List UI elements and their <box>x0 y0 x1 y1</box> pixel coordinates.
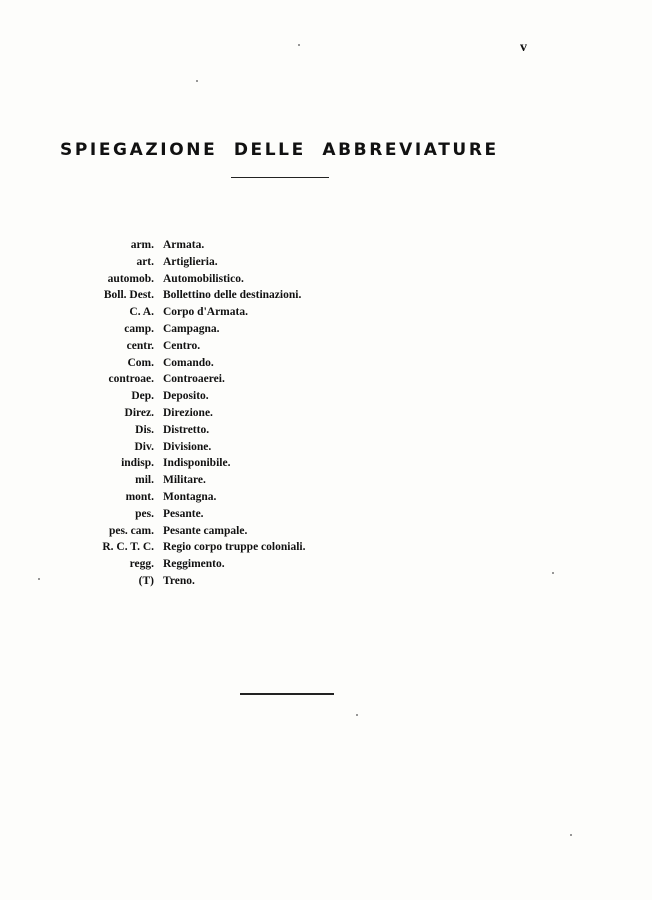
abbreviation-entry <box>0 321 652 338</box>
abbreviation-meaning: Deposito. <box>163 390 209 403</box>
page-title: SPIEGAZIONE DELLE ABBREVIATURE <box>60 140 499 160</box>
abbreviation-term: Dep. <box>131 390 154 403</box>
abbreviation-term: Com. <box>127 356 154 369</box>
abbreviation-entry <box>0 338 652 355</box>
abbreviation-term: R. C. T. C. <box>102 541 154 554</box>
abbreviation-term: camp. <box>124 322 154 335</box>
abbreviation-entry <box>0 573 652 590</box>
abbreviation-meaning: Corpo d'Armata. <box>163 306 248 319</box>
abbreviation-meaning: Automobilistico. <box>163 272 244 285</box>
abbreviation-entry <box>0 472 652 489</box>
abbreviation-entry <box>0 271 652 288</box>
abbreviation-term: controae. <box>108 373 154 386</box>
abbreviation-entry <box>0 237 652 254</box>
abbreviation-entry <box>0 523 652 540</box>
abbreviation-meaning: Pesante campale. <box>163 524 248 537</box>
scan-speck <box>356 714 358 716</box>
abbreviation-entry <box>0 422 652 439</box>
scan-speck <box>570 834 572 836</box>
abbreviation-term: (T) <box>138 574 154 587</box>
abbreviation-meaning: Divisione. <box>163 440 212 453</box>
abbreviation-entry <box>0 405 652 422</box>
scan-speck <box>196 80 198 82</box>
abbreviation-entry <box>0 287 652 304</box>
page-number: v <box>520 40 527 55</box>
abbreviation-term: regg. <box>129 558 154 571</box>
abbreviation-entry <box>0 388 652 405</box>
abbreviation-meaning: Treno. <box>163 574 195 587</box>
abbreviation-entry <box>0 304 652 321</box>
abbreviation-entry <box>0 455 652 472</box>
abbreviation-meaning: Bollettino delle destinazioni. <box>163 289 302 302</box>
abbreviation-meaning: Pesante. <box>163 507 204 520</box>
abbreviation-meaning: Comando. <box>163 356 214 369</box>
abbreviation-meaning: Indisponibile. <box>163 457 231 470</box>
abbreviation-term: pes. <box>135 507 154 520</box>
abbreviation-meaning: Distretto. <box>163 423 210 436</box>
abbreviation-term: Direz. <box>124 406 154 419</box>
abbreviation-meaning: Centro. <box>163 339 201 352</box>
abbreviation-term: Boll. Dest. <box>103 289 154 302</box>
abbreviation-entry <box>0 371 652 388</box>
abbreviation-meaning: Montagna. <box>163 490 217 503</box>
abbreviation-entry <box>0 539 652 556</box>
abbreviation-term: mil. <box>135 474 154 487</box>
abbreviation-meaning: Artiglieria. <box>163 255 218 268</box>
abbreviation-entry <box>0 489 652 506</box>
abbreviation-term: centr. <box>126 339 154 352</box>
abbreviation-term: pes. cam. <box>108 524 154 537</box>
abbreviation-entry <box>0 506 652 523</box>
scan-speck <box>552 572 554 574</box>
abbreviation-term: indisp. <box>121 457 154 470</box>
abbreviation-term: C. A. <box>129 306 154 319</box>
abbreviation-meaning: Controaerei. <box>163 373 225 386</box>
abbreviation-term: art. <box>136 255 154 268</box>
abbreviation-meaning: Campagna. <box>163 322 220 335</box>
abbreviation-term: automob. <box>107 272 154 285</box>
abbreviation-term: Dis. <box>135 423 154 436</box>
scan-speck <box>298 44 300 46</box>
abbreviation-entry <box>0 254 652 271</box>
abbreviation-entry <box>0 556 652 573</box>
abbreviation-meaning: Armata. <box>163 239 205 251</box>
abbreviation-meaning: Militare. <box>163 474 206 487</box>
abbreviation-entry <box>0 439 652 456</box>
abbreviation-meaning: Reggimento. <box>163 558 225 571</box>
abbreviation-term: mont. <box>125 490 154 503</box>
abbreviation-meaning: Regio corpo truppe coloniali. <box>163 541 306 554</box>
abbreviation-entry <box>0 355 652 372</box>
scan-speck <box>38 578 40 580</box>
closing-rule <box>240 693 334 695</box>
abbreviation-term: Div. <box>134 440 154 453</box>
title-rule <box>231 177 329 178</box>
abbreviation-list <box>0 237 652 590</box>
abbreviation-term: arm. <box>130 239 154 251</box>
abbreviation-meaning: Direzione. <box>163 406 213 419</box>
